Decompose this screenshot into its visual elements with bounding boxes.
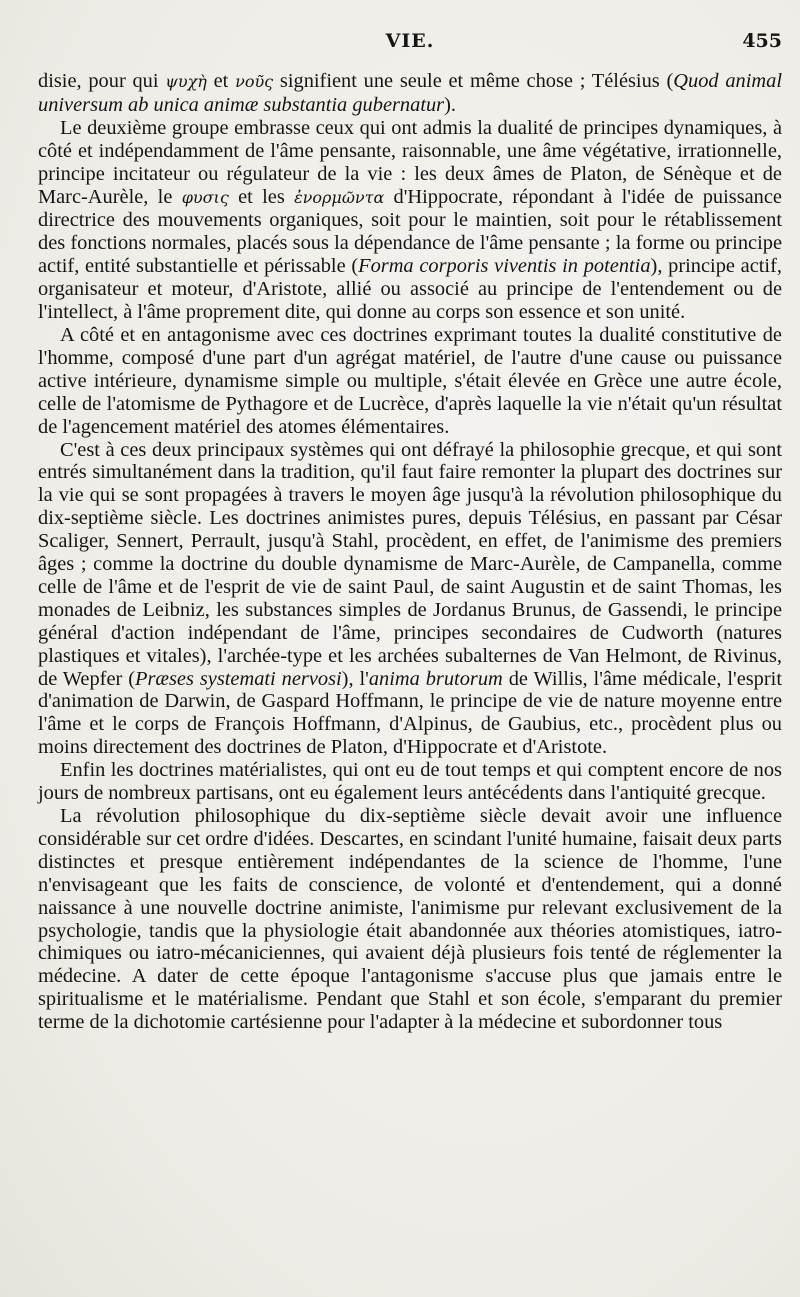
text-segment: disie, pour qui	[38, 70, 166, 92]
text-segment: ).	[444, 93, 457, 116]
text-segment: d'Hippocrate, répondant à l'idée de puissance directrice des mouvements organiques, soit pour le maintien, soit pour le rétablissement des fonctions normales, placés sous la dépendance de l'âme pensante ; la forme ou principe actif, entité substantielle et périssable (	[38, 185, 782, 278]
italic-text: Quod animal universum ab unica animæ substantia gubernatur	[38, 70, 782, 116]
italic-text: Forma corporis viventis in potentia	[358, 255, 651, 278]
text-segment: et	[206, 70, 236, 92]
paragraph	[38, 759, 782, 805]
text-segment: signifient une seule et même chose ; Télésius (	[273, 70, 674, 92]
text-segment: et les	[228, 185, 295, 208]
italic-text: Præses systemati nervosi	[135, 667, 342, 690]
running-head	[38, 30, 782, 70]
paragraph	[38, 70, 782, 117]
text-segment: ), principe actif, organisateur et moteur, d'Aristote, allié ou associé au principe de l'entendement ou de l'intellect, à l'âme proprement dite, qui donne au corps son essence et son unité.	[38, 255, 782, 324]
text-segment: C'est à ces deux principaux systèmes qui ont défrayé la philosophie grecque, et qui sont entrés simultanément dans la tradition, qu'il faut faire remonter la plupart des doctrines sur la vie qui se sont propagées à travers le moyen âge jusqu'à la révolution philosophique du dix-septième siècle. Les doctrines animistes pures, depuis Télésius, en passant par César Scaliger, Sennert, Perrault, jusqu'à Stahl, procèdent, en effet, de l'animisme des premiers âges ; comme la doctrine du double dynamisme de Marc-Aurèle, de Campanella, comme celle de l'âme et de l'esprit de vie de saint Paul, de saint Augustin et de saint Thomas, les monades de Leibniz, les substances simples de Jordanus Brunus, de Gassendi, le principe général d'action indépendant de l'âme, principes secondaires de Cudworth (natures plastiques et vitales), l'archée-type et les archées subalternes de Van Helmont, de Rivinus, de Wepfer (	[38, 438, 782, 690]
paragraph	[38, 117, 782, 324]
page-number: 455	[742, 30, 782, 52]
paragraph	[38, 439, 782, 760]
text-segment: Enfin les doctrines matérialistes, qui ont eu de tout temps et qui comptent encore de nos jours de nombreux partisans, ont eu également leurs antécédents dans l'antiquité grecque.	[38, 759, 782, 805]
text-segment: Le deuxième groupe embrasse ceux qui ont admis la dualité de principes dynamiques, à côté et indépendamment de l'âme pensante, raisonnable, une âme végétative, irrationnelle, principe incitateur ou régulateur de la vie : les deux âmes de Platon, de Sénèque et de Marc-Aurèle, le	[38, 116, 782, 208]
text-segment: A côté et en antagonisme avec ces doctrines exprimant toutes la dualité constitutive de l'homme, composé d'une part d'un agrégat matériel, de l'autre d'une cause ou puissance active intérieure, dynamisme simple ou multiple, s'était élevée en Grèce une autre école, celle de l'atomisme de Pythagore et de Lucrèce, d'après laquelle la vie n'était qu'un résultat de l'agencement matériel des atomes élémentaires.	[38, 323, 782, 438]
greek-term: ἐνορμῶντα	[294, 187, 385, 207]
paragraph	[38, 805, 782, 1034]
running-title: VIE.	[385, 30, 435, 52]
greek-term: φυσις	[181, 187, 229, 207]
greek-term: νοῦς	[235, 72, 274, 91]
text-segment: de Willis, l'âme médicale, l'esprit d'animation de Darwin, de Gaspard Hoffmann, le principe de vie de nature moyenne entre l'âme et le corps de François Hoffmann, d'Alpinus, de Gaubius, etc., procèdent plus ou moins directement des doctrines de Platon, d'Hippocrate et d'Aristote.	[38, 667, 783, 759]
text-segment: La révolution philosophique du dix-septième siècle devait avoir une influence considérable sur cet ordre d'idées. Descartes, en scindant l'unité humaine, faisait deux parts distinctes et presque entièrement indépendantes de la science de l'homme, l'une n'envisageant que les faits de conscience, de volonté et d'entendement, qui a donné naissance à une nouvelle doctrine animiste, l'animisme pur relevant exclusivement de la psychologie, tandis que la physiologie était abandonnée aux théories atomistiques, iatro-chimiques ou iatro-mécaniciennes, qui avaient déjà plusieurs fois tenté de réglementer la médecine. A dater de cette époque l'antagonisme s'accuse plus que jamais entre le spiritualisme et le matérialisme. Pendant que Stahl et son école, s'emparant du premier terme de la dichotomie cartésienne pour l'adapter à la médecine et subordonner tous	[38, 805, 782, 1034]
text-segment: ), l'	[341, 667, 369, 690]
italic-text: anima brutorum	[368, 667, 503, 690]
greek-term: ψυχὴ	[165, 72, 207, 91]
body-text	[38, 70, 782, 1034]
paragraph	[38, 324, 782, 439]
